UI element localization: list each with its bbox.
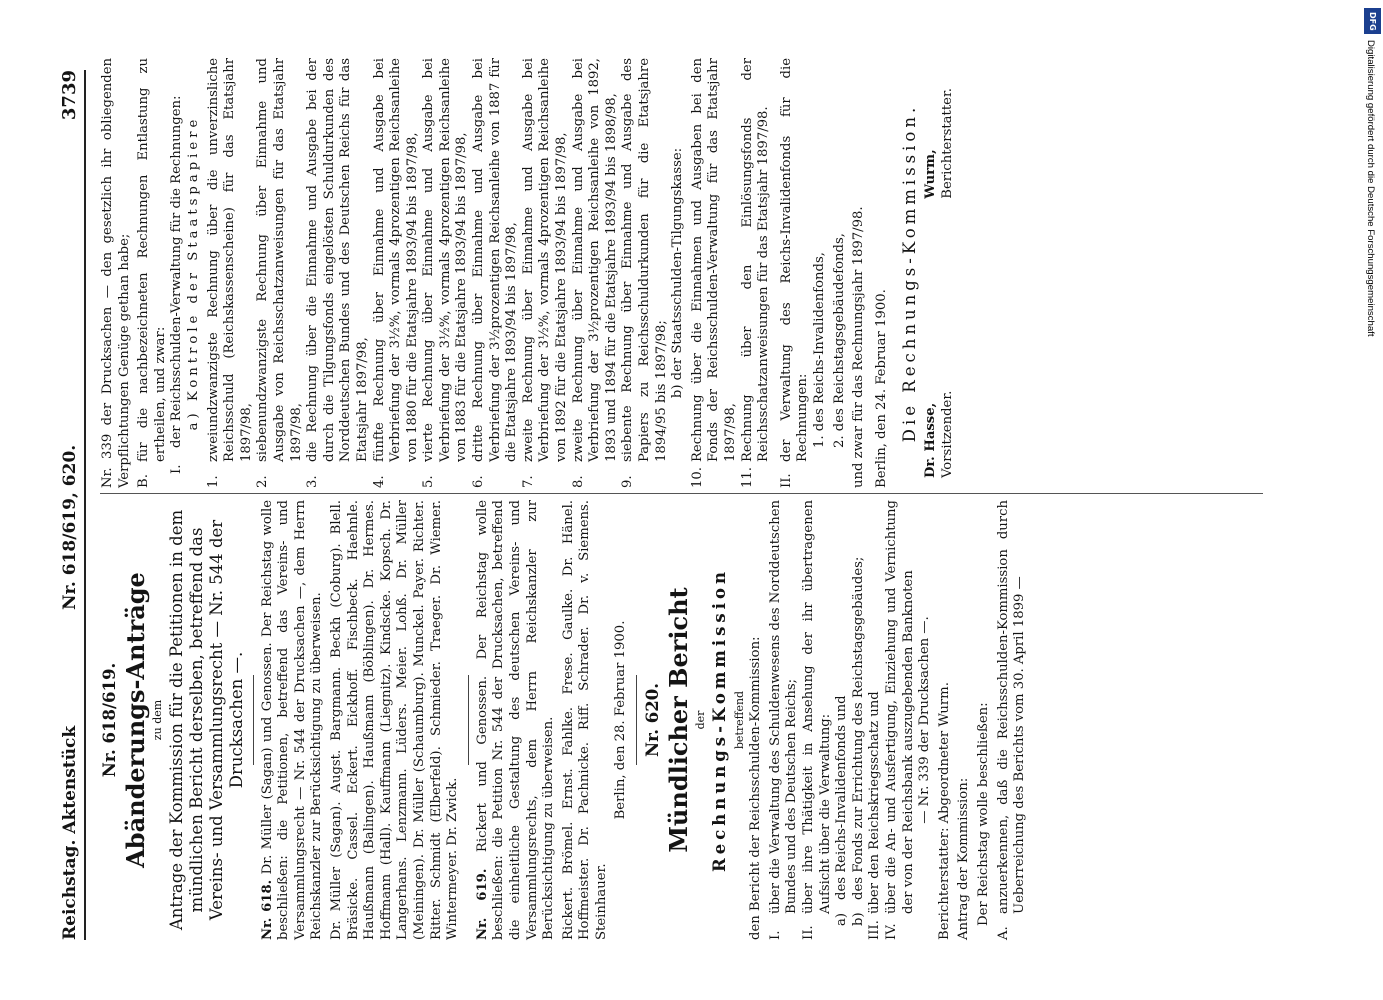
motion-continuation: Nr. 339 der Drucksachen — den gesetzlich ihr obliegenden Verpflichtungen Genüge gethan habe;: [100, 58, 132, 488]
divider: [636, 675, 637, 765]
divider: [253, 675, 254, 765]
divider: [468, 675, 469, 765]
amendment-619: [475, 500, 558, 940]
drucksache-reference: — Nr. 339 der Drucksachen —.: [917, 616, 933, 824]
right-column: [100, 58, 1323, 488]
section-ii: II. der Verwaltung des Reichs-Invalidenfonds für die Rechnungen:: [778, 58, 811, 488]
signatures: [922, 58, 956, 488]
report-title: Mündlicher Bericht: [664, 587, 694, 853]
report-subitem: b) des Fonds zur Errichtung des Reichstagsgebäudes;: [850, 556, 866, 926]
digitization-stamp: [1363, 6, 1383, 996]
account-item: 4. fünfte Rechnung über Einnahme und Ausgabe bei Verbriefung der 3½%, vormals 4prozentigen Reichsanleihe von 1880 für die Etatsjahre 1893/94 bis 1897/98,: [371, 58, 420, 488]
rapporteur-name: Wurm,: [923, 149, 939, 199]
amendment-619-text: Rickert und Genossen. Der Reichstag wolle beschließen: die Petition Nr. 544 der Drucksachen, betreffend die einheitliche Gestaltung des deutschen Vereins- und Versammlungsrechts, dem Herrn Reichskanzler zur Berücksichtigung zu überweisen.: [474, 500, 557, 940]
page-number: 3739: [59, 70, 80, 121]
subsection-b-heading: b) der Staatsschulden-Tilgungskasse:: [670, 147, 686, 399]
section-i: I. der Reichsschulden-Verwaltung für die Rechnungen:: [169, 95, 185, 474]
account-item: 6. dritte Rechnung über Einnahme und Ausgabe bei Verbriefung der 3½prozentigen Reichsanleihe von 1887 für die Etatsjahre 1893/94 bis 1897/98,: [471, 58, 520, 488]
commission-motion: Antrag der Kommission:: [956, 777, 972, 940]
account-item: 1. zweiundzwanzigste Rechnung über die unverzinsliche Reichsschuld (Reichskassenscheine) für das Etatsjahr 1897/98,: [205, 58, 254, 488]
chair-name: Dr. Hasse,: [923, 402, 939, 478]
document-title: Abänderungs-Anträge: [121, 572, 150, 868]
rapporteur: Berichterstatter: Abgeordneter Wurm.: [936, 682, 952, 940]
chair-role: Vorsitzender.: [940, 390, 956, 478]
fiscal-year-note: und zwar für das Rechnungsjahr 1897/98.: [851, 206, 867, 488]
report-date: Berlin, den 24. Februar 1900.: [873, 289, 889, 488]
rapporteur-role: Berichterstatter.: [940, 88, 956, 199]
account-item: 3. die Rechnung über die Einnahme und Ausgabe bei der durch die Tilgungsfonds eingelösten Schuldurkunden des Norddeutschen Bundes und des Deutschen Reichs für das Etatsjahr 1897/98,: [305, 58, 370, 488]
signature-chair: [922, 391, 956, 478]
betreffend-label: betreffend: [732, 690, 746, 750]
signature-rapporteur: [922, 88, 956, 199]
amendment-618-text: Dr. Müller (Sagan) und Genossen. Der Reichstag wolle beschließen: die Petitionen, betreffend das Vereins- und Versammlungsrecht — Nr. 544 der Drucksachen —, dem Herrn Reichskanzler zur Berücksichtigung zu überweisen.: [259, 500, 325, 940]
digitization-note: Digitalisierung gefördert durch die Deutsche Forschungsgemeinschaft: [1365, 40, 1376, 337]
header-center: Nr. 618/619, 620.: [60, 444, 80, 610]
account-item: 8. zweite Rechnung über Einnahme und Ausgabe bei Verbriefung der 3½prozentigen Reichsanleihe von 1892, 1893 und 1894 für die Etatsjahre 1893/94 bis 1898/98,: [570, 58, 619, 488]
motion-item-a: A. anzuerkennen, daß die Reichsschulden-Kommission durch Ueberreichung des Berichts vom 30. April 1899 —: [995, 500, 1028, 940]
fund-item: 2. des Reichstagsgebäudefonds,: [831, 233, 847, 448]
dfg-logo-icon: DFG: [1364, 8, 1381, 34]
report-item: I. über die Verwaltung des Schuldenwesens des Norddeutschen Bundes und des Deutschen Reichs;: [767, 500, 800, 940]
subsection-a-heading: a) Kontrole der Staatspapiere: [185, 115, 201, 431]
column-divider: [100, 493, 1263, 494]
account-item: 2. siebenundzwanzigste Rechnung über Einnahme und Ausgabe von Reichsschatzanweisungen für das Etatsjahr 1897/98,: [255, 58, 304, 488]
report-subitem: a) des Reichs-Invalidenfonds und: [834, 695, 850, 926]
account-item: 10. Rechnung über die Einnahmen und Ausgaben bei den Fonds der Reichsschulden-Verwaltung für das Etatsjahr 1897/98,: [689, 58, 738, 488]
motion-item-b: B. für die nachbezeichneten Rechnungen Entlastung zu ertheilen, und zwar:: [136, 58, 168, 488]
signing-commission: Die Rechnungs-Kommission.: [900, 103, 920, 443]
nr-618-619-heading: Nr. 618/619.: [100, 662, 119, 778]
zu-dem: zu dem: [151, 699, 164, 741]
document-subtitle: Antrage der Kommission für die Petitionen in dem mündlichen Bericht derselben, betreffend das Vereins- und Versammlungsrecht — Nr. 544 der Drucksachen —.: [166, 509, 246, 931]
amendment-619-date: Berlin, den 28. Februar 1900.: [613, 620, 629, 820]
account-item: 5. vierte Rechnung über Einnahme und Ausgabe bei Verbriefung der 3½%, vormals 4prozentigen Reichsanleihe von 1883 für die Etatsjahre 1893/94 bis 1897/98,: [421, 58, 470, 488]
resolution-intro: Der Reichstag wolle beschließen:: [975, 702, 991, 926]
amendment-618-signatories: Dr. Müller (Sagan). Augst. Bargmann. Beckh (Coburg). Blell. Bräsicke. Cassel. Eckert. Eickhoff. Fischbeck. Haehnle. Haußmann (Balingen). Haußmann (Böblingen). Dr. Hermes. Hoffmann (Hall). Kauffmann (Liegnitz). Kindscke. Kopsch. Dr. Langerhans. Lenzmann. Lüders. Meier. Lohß. Dr. Müller (Meiningen). Dr. Müller (Schaumburg). Munckel. Payer. Richter. Ritter. Schmidt (Elberfeld). Schmieder. Traeger. Dr. Wiemer. Wintermeyer. Dr. Zwick.: [328, 500, 461, 940]
account-item: 11. Rechnung über den Einlösungsfonds der Reichsschatzanweisungen für das Etatsjahr 1897/98.: [739, 58, 772, 488]
header-left: Reichstag. Aktenstück: [60, 725, 80, 940]
amendment-619-signatories: Rickert. Brömel. Ernst. Fahlke. Frese. Gaulke. Dr. Hänel. Hoffmeister. Dr. Pachnicke. Riff. Schrader. Dr. v. Siemens. Steinhauer.: [560, 500, 609, 940]
running-header: [50, 70, 86, 940]
commission-name: Rechnungs-Kommission: [709, 568, 729, 872]
left-column: [100, 500, 1323, 940]
account-item: 7. zweite Rechnung über Einnahme und Ausgabe bei Verbriefung der 3½%, vormals 4prozentigen Reichsanleihe von 1892 für die Etatsjahre 1893/94 bis 1897/98,: [520, 58, 570, 488]
amendment-619-label: Nr. 619.: [474, 868, 490, 940]
report-intro: den Bericht der Reichsschulden-Kommission:: [748, 636, 764, 940]
amendment-618-label: Nr. 618.: [259, 879, 275, 940]
report-item: IV. über die An- und Ausfertigung, Einziehung und Vernichtung der von der Reichsbank auszugebenden Banknoten: [884, 500, 916, 940]
account-item: 9. siebente Rechnung über Einnahme und Ausgabe des Papiers zu Reichsschuldurkunden für die Etatsjahre 1894/95 bis 1897/98;: [620, 58, 669, 488]
nr-620-heading: Nr. 620.: [643, 683, 663, 757]
amendment-618: [260, 500, 326, 940]
fund-item: 1. des Reichs-Invalidenfonds,: [811, 252, 827, 448]
der-label: der: [694, 710, 708, 730]
report-item: III. über den Reichskriegsschatz und: [867, 691, 883, 940]
report-item: II. über ihre Thätigkeit in Ansehung der ihr übertragenen Aufsicht über die Verwaltung:: [801, 500, 833, 940]
